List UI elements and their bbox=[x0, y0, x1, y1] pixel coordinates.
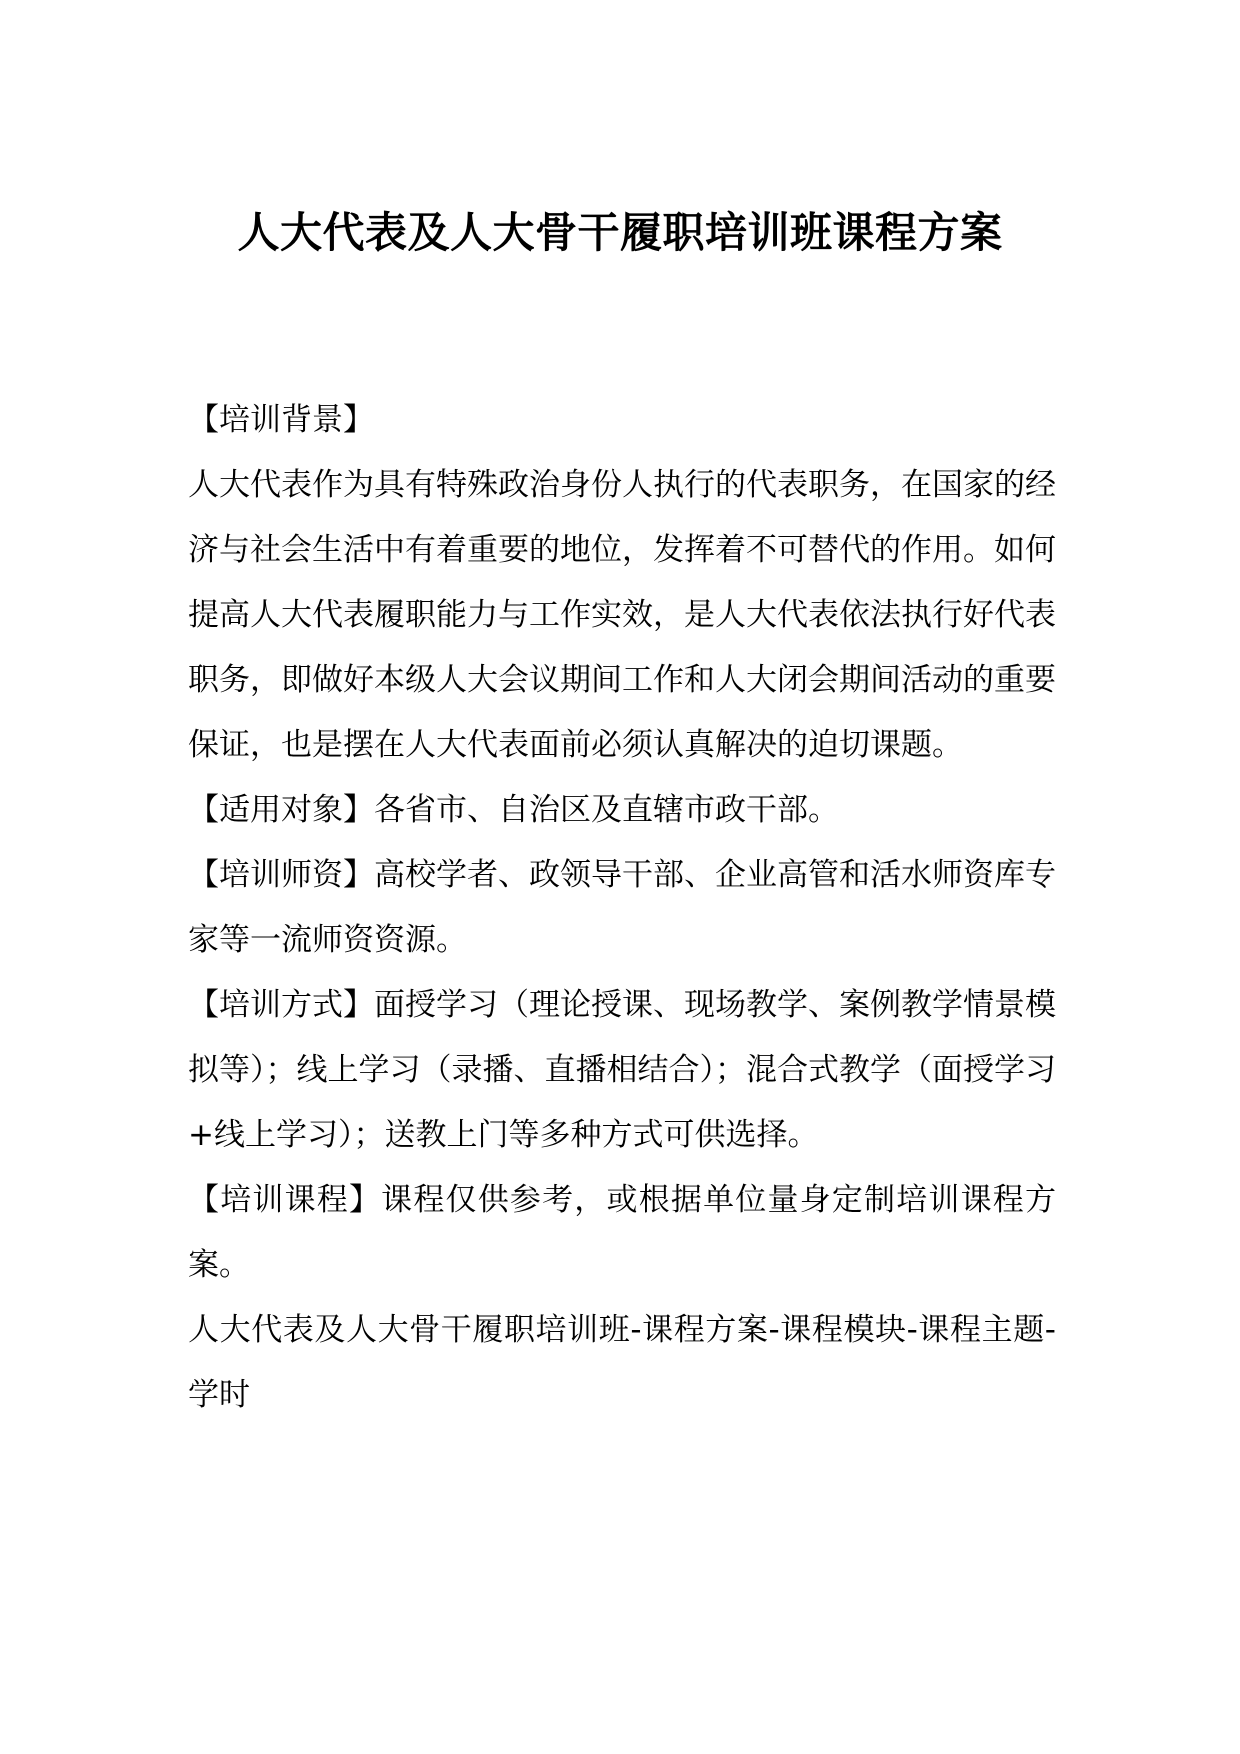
paragraph-table-caption: 人大代表及人大骨干履职培训班-课程方案-课程模块-课程主题-学时 bbox=[188, 1312, 1056, 1413]
paragraph-faculty: 【培训师资】高校学者、政领导干部、企业高管和活水师资库专家等一流师资资源。 bbox=[188, 857, 1056, 958]
document-title: 人大代表及人大骨干履职培训班课程方案 bbox=[237, 208, 1003, 257]
document-body bbox=[188, 388, 1056, 1428]
paragraph-background-heading: 【培训背景】 bbox=[188, 402, 374, 438]
paragraph-audience: 【适用对象】各省市、自治区及直辖市政干部。 bbox=[188, 792, 839, 828]
paragraph-background-body: 人大代表作为具有特殊政治身份人执行的代表职务，在国家的经济与社会生活中有着重要的地位，发挥着不可替代的作用。如何提高人大代表履职能力与工作实效，是人大代表依法执行好代表职务，即做好本级人大会议期间工作和人大闭会期间活动的重要保证，也是摆在人大代表面前必须认真解决的迫切课题。 bbox=[188, 467, 1056, 763]
paragraph-courses: 【培训课程】课程仅供参考，或根据单位量身定制培训课程方案。 bbox=[188, 1182, 1056, 1283]
paragraph-method: 【培训方式】面授学习（理论授课、现场教学、案例教学情景模拟等）；线上学习（录播、直播相结合）；混合式教学（面授学习+线上学习）；送教上门等多种方式可供选择。 bbox=[188, 987, 1056, 1153]
